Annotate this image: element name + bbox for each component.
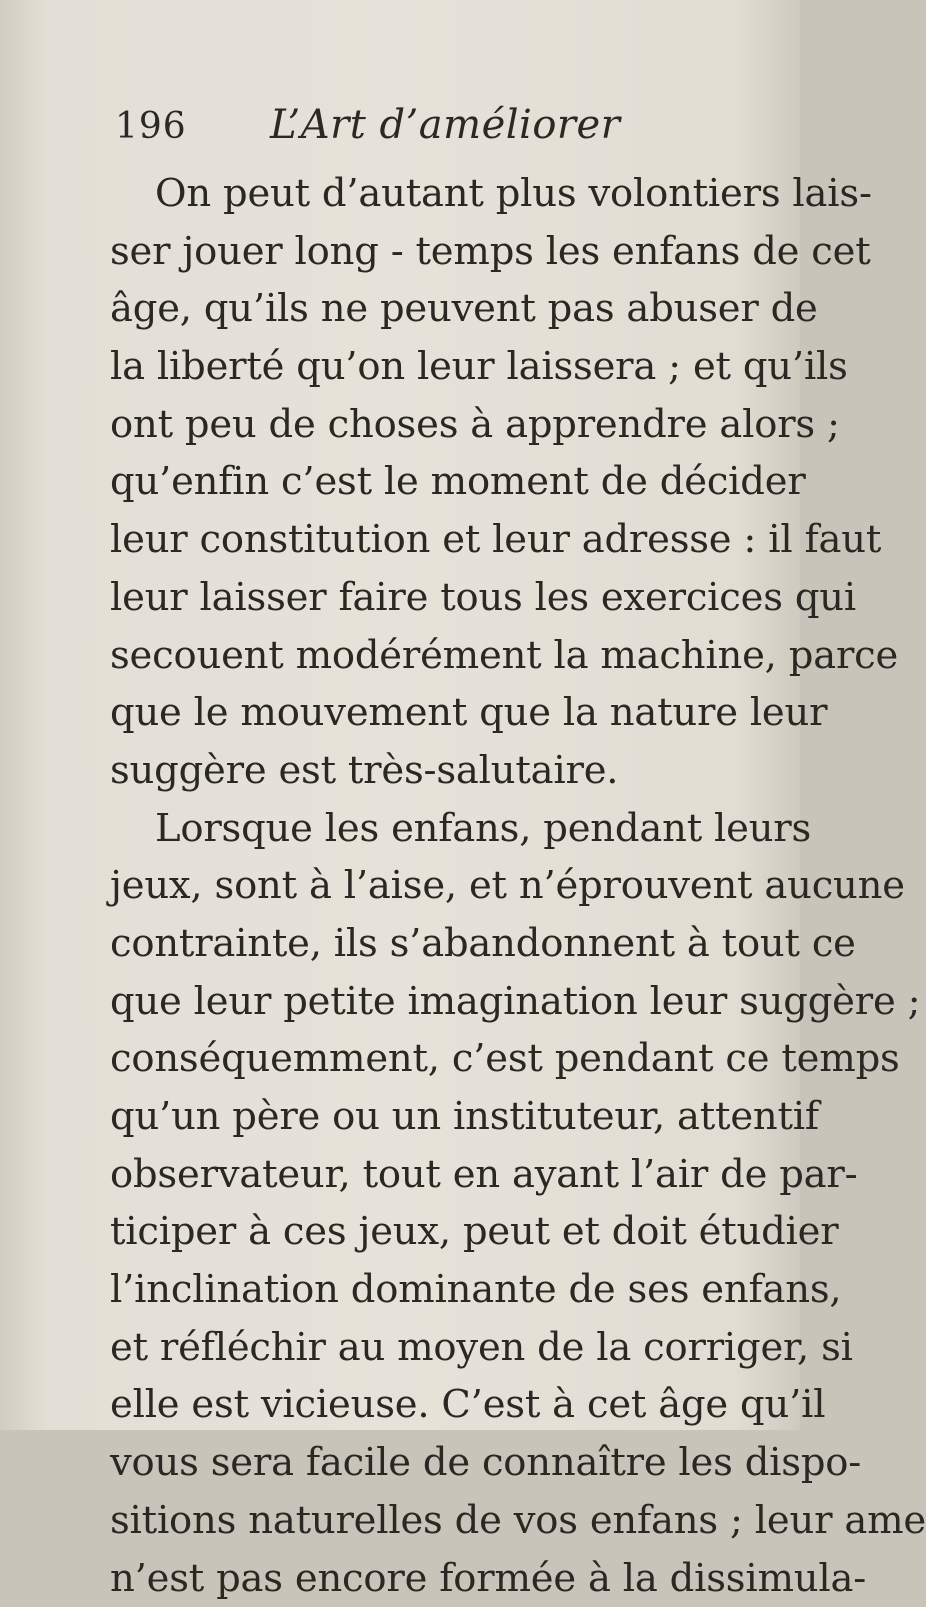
text-line: contrainte, ils s’abandonnent à tout ce: [110, 915, 740, 973]
text-line: la liberté qu’on leur laissera ; et qu’ils: [110, 338, 740, 396]
text-line: On peut d’autant plus volontiers lais-: [110, 165, 740, 223]
text-line: vous sera facile de connaître les dispo-: [110, 1434, 740, 1492]
text-line: qu’un père ou un instituteur, attentif: [110, 1088, 740, 1146]
page-header: [115, 98, 735, 158]
text-line: secouent modérément la machine, parce: [110, 627, 740, 685]
text-line: que leur petite imagination leur suggère ;: [110, 973, 740, 1031]
text-line: Lorsque les enfans, pendant leurs: [110, 800, 740, 858]
text-line: conséquemment, c’est pendant ce temps: [110, 1030, 740, 1088]
text-line: qu’enfin c’est le moment de décider: [110, 453, 740, 511]
text-line: ser jouer long - temps les enfans de cet: [110, 223, 740, 281]
text-line: observateur, tout en ayant l’air de par-: [110, 1146, 740, 1204]
text-line: ticiper à ces jeux, peut et doit étudier: [110, 1203, 740, 1261]
text-line: que le mouvement que la nature leur: [110, 684, 740, 742]
text-line: jeux, sont à l’aise, et n’éprouvent aucune: [110, 857, 740, 915]
text-line: suggère est très-salutaire.: [110, 742, 740, 800]
text-line: elle est vicieuse. C’est à cet âge qu’il: [110, 1376, 740, 1434]
text-line: âge, qu’ils ne peuvent pas abuser de: [110, 280, 740, 338]
text-line: et réfléchir au moyen de la corriger, si: [110, 1319, 740, 1377]
page-number: 196: [115, 106, 187, 147]
text-line: ont peu de choses à apprendre alors ;: [110, 396, 740, 454]
text-line: leur laisser faire tous les exercices qui: [110, 569, 740, 627]
running-title: L’Art d’améliorer: [270, 102, 620, 148]
text-line: n’est pas encore formée à la dissimula-: [110, 1550, 740, 1607]
text-line: sitions naturelles de vos enfans ; leur ame: [110, 1492, 740, 1550]
body-text: [110, 165, 740, 1607]
text-line: leur constitution et leur adresse : il faut: [110, 511, 740, 569]
text-line: l’inclination dominante de ses enfans,: [110, 1261, 740, 1319]
